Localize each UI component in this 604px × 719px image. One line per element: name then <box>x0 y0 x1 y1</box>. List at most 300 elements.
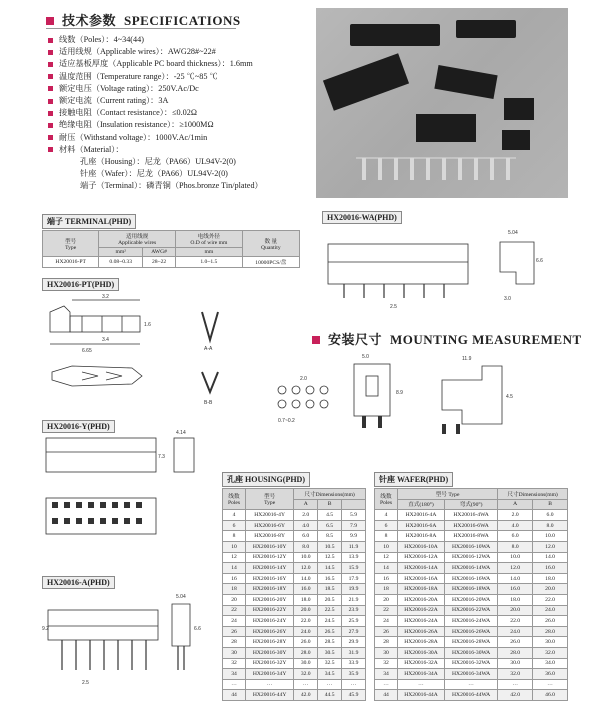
spec-value: AWG28#~22# <box>167 47 216 57</box>
housing-row <box>223 563 366 574</box>
housing-cell: HX20016-32Y <box>246 658 294 669</box>
wafer-cell: HX20016-34A <box>398 669 445 680</box>
housing-cell: 11.9 <box>342 541 366 552</box>
wafer-header-a: A <box>498 499 533 510</box>
wafer-cell: 14.0 <box>498 573 533 584</box>
housing-cell: HX20016-28Y <box>246 637 294 648</box>
spec-item <box>48 34 263 46</box>
wafer-cell: HX20016-6WA <box>444 520 497 531</box>
housing-header-c <box>342 499 366 510</box>
housing-label: 孔座 HOUSING(PHD) <box>222 472 310 487</box>
terminal-header-type: 型号 Type <box>43 231 99 257</box>
wafer-cell: 2.0 <box>498 510 533 521</box>
housing-header-b: B <box>318 499 342 510</box>
housing-cell: 21.9 <box>342 594 366 605</box>
housing-cell: 4.5 <box>318 510 342 521</box>
housing-cell: 18.5 <box>318 584 342 595</box>
housing-cell: 12.0 <box>294 563 318 574</box>
mounting-title-en: MOUNTING MEASUREMENT <box>390 332 582 347</box>
housing-row <box>223 552 366 563</box>
housing-cell: 26.5 <box>318 626 342 637</box>
housing-cell: 32.5 <box>318 658 342 669</box>
housing-header-poles: 线数 Poles <box>223 489 246 510</box>
spec-item <box>48 58 263 70</box>
material-item: 针座（Wafer）：尼龙（PA66）UL94V-2(0) <box>80 169 228 179</box>
pt-section-aa: A-A <box>204 346 213 352</box>
spec-label: 耐压（Withstand voltage）： <box>59 132 156 142</box>
spec-item <box>48 71 263 83</box>
spec-value: 3A <box>158 96 169 106</box>
housing-row <box>223 679 366 690</box>
spec-value: 250V.Ac/Dc <box>158 83 199 93</box>
housing-cell: HX20016-12Y <box>246 552 294 563</box>
product-photo <box>316 8 568 198</box>
wafer-cell: HX20016-32WA <box>444 658 497 669</box>
housing-cell: 10.5 <box>318 541 342 552</box>
housing-cell: 13.9 <box>342 552 366 563</box>
housing-cell: 17.9 <box>342 573 366 584</box>
bullet-icon <box>48 111 53 116</box>
housing-cell: 27.9 <box>342 626 366 637</box>
wa-drawing <box>320 222 570 312</box>
wafer-cell: HX20016-26WA <box>444 626 497 637</box>
housing-cell: 24 <box>223 616 246 627</box>
wafer-cell: 46.0 <box>533 690 568 701</box>
wafer-cell: 20.0 <box>498 605 533 616</box>
wafer-row <box>375 520 568 531</box>
spec-value: 1000V.Ac/1min <box>155 132 208 142</box>
housing-cell: 5.9 <box>342 510 366 521</box>
housing-cell: 16 <box>223 573 246 584</box>
spec-label: 适应基板厚度（Applicable PC board thickness）： <box>59 59 230 69</box>
wafer-cell: 12 <box>375 552 398 563</box>
wafer-cell: HX20016-18A <box>398 584 445 595</box>
wafer-cell: HX20016-28WA <box>444 637 497 648</box>
housing-row <box>223 605 366 616</box>
y-label: HX20016-Y(PHD) <box>42 420 115 433</box>
housing-cell: 14.5 <box>318 563 342 574</box>
wa-dim-h: 6.6 <box>536 258 543 264</box>
wafer-cell: 8.0 <box>498 541 533 552</box>
wafer-row <box>375 647 568 658</box>
wafer-cell: 14.0 <box>533 552 568 563</box>
wafer-cell: HX20016-12A <box>398 552 445 563</box>
wafer-header-t1: 直式(180°) <box>398 499 445 510</box>
housing-cell: 30.5 <box>318 647 342 658</box>
wafer-row <box>375 573 568 584</box>
wafer-cell: HX20016-30WA <box>444 647 497 658</box>
wafer-row <box>375 605 568 616</box>
spec-item <box>48 95 263 107</box>
housing-cell: HX20016-10Y <box>246 541 294 552</box>
housing-cell: 2.0 <box>294 510 318 521</box>
housing-cell: 15.9 <box>342 563 366 574</box>
housing-row <box>223 637 366 648</box>
housing-cell: HX20016-24Y <box>246 616 294 627</box>
wafer-cell: 4.0 <box>498 520 533 531</box>
housing-cell: 16.0 <box>294 584 318 595</box>
wafer-cell: 26.0 <box>533 616 568 627</box>
wafer-cell: HX20016-28A <box>398 637 445 648</box>
wafer-cell: … <box>398 679 445 690</box>
wafer-cell: 16.0 <box>498 584 533 595</box>
housing-cell: HX20016-18Y <box>246 584 294 595</box>
housing-cell: 28.0 <box>294 647 318 658</box>
housing-cell: 29.9 <box>342 637 366 648</box>
wafer-cell: … <box>375 679 398 690</box>
housing-cell: 35.9 <box>342 669 366 680</box>
wafer-cell: 18 <box>375 584 398 595</box>
terminal-table <box>42 230 300 268</box>
bullet-icon <box>48 147 53 152</box>
wafer-cell: 24.0 <box>498 626 533 637</box>
housing-cell: 19.9 <box>342 584 366 595</box>
specs-heading <box>46 10 241 30</box>
housing-header-dims: 尺寸Dimensions(mm) <box>294 489 366 500</box>
housing-cell: 7.9 <box>342 520 366 531</box>
wafer-cell: HX20016-14WA <box>444 563 497 574</box>
housing-cell: 9.9 <box>342 531 366 542</box>
bullet-icon <box>48 74 53 79</box>
wafer-header-b: B <box>533 499 568 510</box>
housing-row <box>223 510 366 521</box>
housing-row <box>223 594 366 605</box>
wafer-cell: 24.0 <box>533 605 568 616</box>
spec-value: ≤0.02Ω <box>172 108 197 118</box>
wafer-row <box>375 679 568 690</box>
wafer-table <box>374 488 568 701</box>
housing-cell: 28 <box>223 637 246 648</box>
housing-cell: 8.0 <box>294 541 318 552</box>
housing-row <box>223 690 366 701</box>
bullet-icon <box>48 38 53 43</box>
bullet-icon <box>48 99 53 104</box>
housing-row <box>223 584 366 595</box>
wafer-header-dims: 尺寸Dimensions(mm) <box>498 489 568 500</box>
section-marker-icon <box>312 336 320 344</box>
housing-cell: … <box>246 679 294 690</box>
housing-row <box>223 647 366 658</box>
terminal-subheader: AWG# <box>143 248 176 257</box>
wafer-cell: 20 <box>375 594 398 605</box>
housing-cell: 44 <box>223 690 246 701</box>
housing-cell: 44.5 <box>318 690 342 701</box>
terminal-subheader: mm <box>176 248 243 257</box>
housing-cell: HX20016-22Y <box>246 605 294 616</box>
housing-cell: 42.0 <box>294 690 318 701</box>
wafer-cell: 16.0 <box>533 563 568 574</box>
mount-dim-1: 5.0 <box>362 354 369 360</box>
housing-cell: 4 <box>223 510 246 521</box>
bullet-icon <box>48 123 53 128</box>
wafer-cell: 26.0 <box>498 637 533 648</box>
spec-label: 绝缘电阻（Insulation resistance）： <box>59 120 180 130</box>
spec-item <box>48 107 263 119</box>
terminal-cell: 1.0~1.5 <box>176 257 243 268</box>
terminal-cell: 10000PCS/盘 <box>242 257 299 268</box>
y-dim-h: 7.3 <box>158 454 165 460</box>
wafer-cell: 30.0 <box>498 658 533 669</box>
housing-cell: 14 <box>223 563 246 574</box>
housing-header-a: A <box>294 499 318 510</box>
spec-item <box>48 132 263 144</box>
wafer-cell: 6 <box>375 520 398 531</box>
wafer-cell: … <box>498 679 533 690</box>
wafer-cell: 32.0 <box>533 647 568 658</box>
housing-cell: 32 <box>223 658 246 669</box>
wafer-cell: 10 <box>375 541 398 552</box>
spec-item <box>48 83 263 95</box>
specs-list <box>48 34 263 193</box>
wafer-cell: 20.0 <box>533 584 568 595</box>
wafer-cell: HX20016-20WA <box>444 594 497 605</box>
wafer-cell: HX20016-14A <box>398 563 445 574</box>
mount-dim-2: 8.9 <box>396 390 403 396</box>
bullet-icon <box>48 62 53 67</box>
wafer-cell: HX20016-6A <box>398 520 445 531</box>
housing-row <box>223 626 366 637</box>
wafer-label: 针座 WAFER(PHD) <box>374 472 453 487</box>
wafer-cell: 28 <box>375 637 398 648</box>
housing-cell: … <box>294 679 318 690</box>
connector-photo-illustration <box>316 8 568 198</box>
wafer-cell: 14 <box>375 563 398 574</box>
wafer-cell: HX20016-20A <box>398 594 445 605</box>
wafer-cell: HX20016-4A <box>398 510 445 521</box>
housing-cell: HX20016-44Y <box>246 690 294 701</box>
housing-cell: 10 <box>223 541 246 552</box>
wafer-row <box>375 626 568 637</box>
a-dim-p: 2.5 <box>82 680 89 686</box>
terminal-subheader: mm² <box>99 248 143 257</box>
section-marker-icon <box>46 17 54 25</box>
wafer-cell: HX20016-4WA <box>444 510 497 521</box>
wa-label: HX20016-WA(PHD) <box>322 211 402 224</box>
wafer-row <box>375 637 568 648</box>
housing-cell: … <box>318 679 342 690</box>
housing-cell: 24.0 <box>294 626 318 637</box>
y-dim-w: 4.14 <box>176 430 186 436</box>
housing-cell: HX20016-4Y <box>246 510 294 521</box>
a-dim-w: 5.04 <box>176 594 186 600</box>
wafer-cell: HX20016-44A <box>398 690 445 701</box>
y-drawing <box>42 430 202 554</box>
mount-dim-hole: 0.7~0.2 <box>278 418 295 424</box>
wafer-cell: 6.0 <box>533 510 568 521</box>
housing-cell: 28.5 <box>318 637 342 648</box>
wafer-cell: 18.0 <box>498 594 533 605</box>
wafer-header-t2: 弯式(90°) <box>444 499 497 510</box>
housing-cell: 22 <box>223 605 246 616</box>
wafer-cell: … <box>444 679 497 690</box>
terminal-header-wires: 适用线规 Applicable wires <box>99 231 176 248</box>
terminal-cell: 28~22 <box>143 257 176 268</box>
mounting-title-cn: 安装尺寸 <box>328 332 383 347</box>
wa-dim-w: 5.04 <box>508 230 518 236</box>
pt-label: HX20016-PT(PHD) <box>42 278 119 291</box>
a-label: HX20016-A(PHD) <box>42 576 115 589</box>
wafer-cell: 44 <box>375 690 398 701</box>
housing-row <box>223 520 366 531</box>
spec-item <box>48 144 263 156</box>
bullet-icon <box>48 86 53 91</box>
housing-header-type: 型号 Type <box>246 489 294 510</box>
housing-cell: 32.0 <box>294 669 318 680</box>
housing-cell: 24.5 <box>318 616 342 627</box>
mount-dim-3: 11.9 <box>462 356 472 362</box>
housing-row <box>223 541 366 552</box>
wafer-cell: HX20016-34WA <box>444 669 497 680</box>
mount-dim-4: 4.5 <box>506 394 513 400</box>
a-drawing <box>42 590 212 700</box>
spec-item <box>48 46 263 58</box>
wafer-cell: 36.0 <box>533 669 568 680</box>
housing-cell: HX20016-16Y <box>246 573 294 584</box>
wafer-cell: HX20016-12WA <box>444 552 497 563</box>
spec-value: 4~34(44) <box>113 35 144 44</box>
wafer-cell: HX20016-8WA <box>444 531 497 542</box>
housing-row <box>223 669 366 680</box>
pt-dim-h: 1.6 <box>144 322 151 328</box>
wafer-cell: HX20016-26A <box>398 626 445 637</box>
wafer-cell: HX20016-16WA <box>444 573 497 584</box>
bullet-icon <box>48 135 53 140</box>
wa-dim-pitch: 2.5 <box>390 304 397 310</box>
wafer-cell: 34.0 <box>533 658 568 669</box>
housing-cell: 12 <box>223 552 246 563</box>
housing-cell: 8.5 <box>318 531 342 542</box>
a-dim-h: 9.2 <box>42 626 49 632</box>
wafer-cell: 22.0 <box>498 616 533 627</box>
wa-dim-b: 3.0 <box>504 296 511 302</box>
wafer-cell: 18.0 <box>533 573 568 584</box>
wafer-cell: HX20016-10WA <box>444 541 497 552</box>
housing-cell: 30 <box>223 647 246 658</box>
wafer-cell: 22.0 <box>533 594 568 605</box>
wafer-cell: HX20016-22A <box>398 605 445 616</box>
housing-cell: 20 <box>223 594 246 605</box>
spec-label: 额定电流（Current rating）： <box>59 96 159 106</box>
wafer-header-poles: 线数 Poles <box>375 489 398 510</box>
mount-dim-pitch: 2.0 <box>300 376 307 382</box>
mounting-heading <box>312 329 582 349</box>
specs-title-en: SPECIFICATIONS <box>124 13 241 28</box>
wafer-cell: HX20016-22WA <box>444 605 497 616</box>
wafer-cell: 6.0 <box>498 531 533 542</box>
housing-cell: 6.0 <box>294 531 318 542</box>
spec-label: 接触电阻（Contact resistance）： <box>59 108 173 118</box>
wafer-row <box>375 594 568 605</box>
wafer-cell: HX20016-44WA <box>444 690 497 701</box>
terminal-cell: HX20016-PT <box>43 257 99 268</box>
wafer-cell: 32.0 <box>498 669 533 680</box>
material-item: 孔座（Housing）：尼龙（PA66）UL94V-2(0) <box>80 157 236 167</box>
wafer-cell: HX20016-24WA <box>444 616 497 627</box>
specs-title-cn: 技术参数 <box>62 13 117 28</box>
pt-dim-top: 3.2 <box>102 294 109 300</box>
wafer-cell: 4 <box>375 510 398 521</box>
wafer-row <box>375 616 568 627</box>
housing-cell: … <box>223 679 246 690</box>
housing-cell: HX20016-30Y <box>246 647 294 658</box>
housing-cell: 25.9 <box>342 616 366 627</box>
bullet-icon <box>48 50 53 55</box>
housing-cell: HX20016-14Y <box>246 563 294 574</box>
wafer-cell: HX20016-8A <box>398 531 445 542</box>
wafer-cell: HX20016-16A <box>398 573 445 584</box>
wafer-cell: HX20016-32A <box>398 658 445 669</box>
housing-cell: HX20016-6Y <box>246 520 294 531</box>
wafer-row <box>375 552 568 563</box>
housing-cell: 10.0 <box>294 552 318 563</box>
housing-cell: 23.9 <box>342 605 366 616</box>
wafer-row <box>375 658 568 669</box>
spec-label: 温度范围（Temperature range）： <box>59 71 174 81</box>
wafer-row <box>375 541 568 552</box>
wafer-row <box>375 669 568 680</box>
housing-cell: 22.0 <box>294 616 318 627</box>
wafer-cell: 12.0 <box>498 563 533 574</box>
spec-value: -25 ℃~85 ℃ <box>173 71 218 81</box>
wafer-cell: 24 <box>375 616 398 627</box>
housing-cell: 4.0 <box>294 520 318 531</box>
wafer-cell: HX20016-18WA <box>444 584 497 595</box>
housing-cell: 18 <box>223 584 246 595</box>
housing-cell: 16.5 <box>318 573 342 584</box>
material-item: 端子（Terminal）：磷青铜（Phos.bronze Tin/plated） <box>80 181 263 191</box>
wafer-cell: 28.0 <box>498 647 533 658</box>
wafer-cell: 32 <box>375 658 398 669</box>
housing-cell: HX20016-26Y <box>246 626 294 637</box>
wafer-cell: 22 <box>375 605 398 616</box>
wafer-cell: 16 <box>375 573 398 584</box>
terminal-header-qty: 数 量 Quantity <box>242 231 299 257</box>
spec-label: 适用线规（Applicable wires）： <box>59 47 168 57</box>
housing-cell: 20.0 <box>294 605 318 616</box>
pt-dim-w1: 3.4 <box>102 337 109 343</box>
wafer-cell: 12.0 <box>533 541 568 552</box>
a-dim-h2: 6.6 <box>194 626 201 632</box>
housing-cell: 33.9 <box>342 658 366 669</box>
spec-value: 1.6mm <box>229 59 253 69</box>
pt-section-bb: B-B <box>204 400 213 406</box>
housing-cell: 34.5 <box>318 669 342 680</box>
wafer-row <box>375 584 568 595</box>
wafer-cell: 26 <box>375 626 398 637</box>
housing-cell: 26.0 <box>294 637 318 648</box>
housing-row <box>223 573 366 584</box>
housing-cell: 26 <box>223 626 246 637</box>
wafer-row <box>375 510 568 521</box>
wafer-cell: 10.0 <box>533 531 568 542</box>
housing-cell: … <box>342 679 366 690</box>
mounting-drawing <box>262 350 572 445</box>
housing-cell: HX20016-8Y <box>246 531 294 542</box>
housing-cell: 6 <box>223 520 246 531</box>
wafer-cell: 10.0 <box>498 552 533 563</box>
wafer-cell: 8.0 <box>533 520 568 531</box>
housing-cell: HX20016-34Y <box>246 669 294 680</box>
housing-cell: 18.0 <box>294 594 318 605</box>
housing-row <box>223 658 366 669</box>
terminal-header-od: 电线外径 O.D of wire mm <box>176 231 243 248</box>
housing-cell: 22.5 <box>318 605 342 616</box>
wafer-cell: 30 <box>375 647 398 658</box>
housing-row <box>223 616 366 627</box>
wafer-row <box>375 531 568 542</box>
spec-value: ≥1000MΩ <box>179 120 214 130</box>
spec-label: 线数（Poles）： <box>59 35 114 44</box>
